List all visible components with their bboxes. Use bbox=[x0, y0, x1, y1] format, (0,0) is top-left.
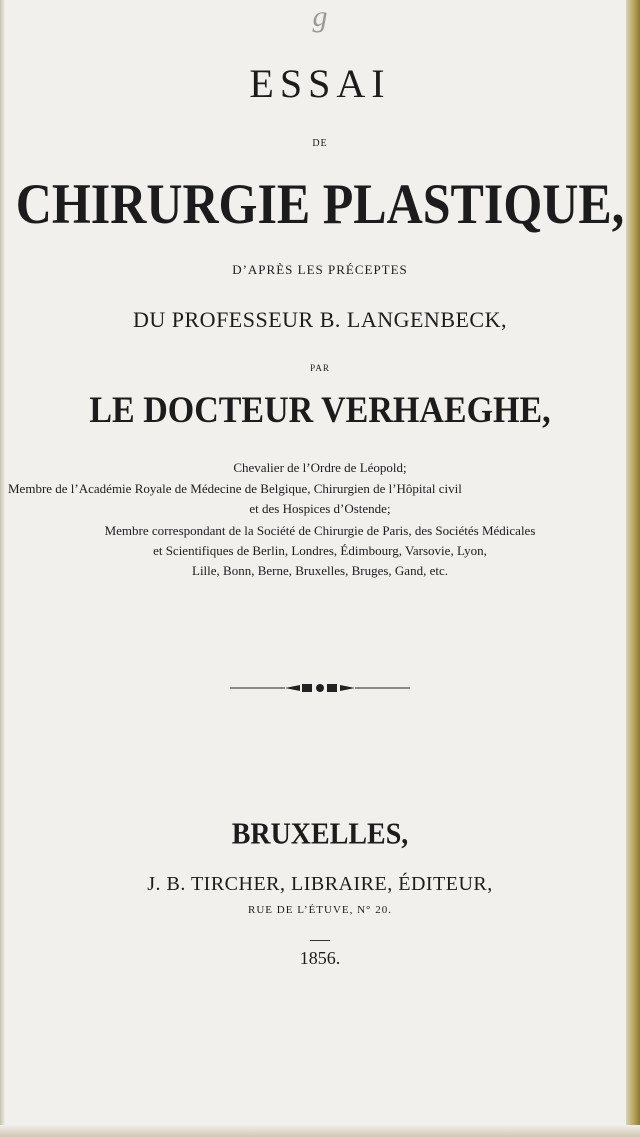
imprint-address: RUE DE L’ÉTUVE, N° 20. bbox=[248, 904, 392, 916]
author-name: LE DOCTEUR VERHAEGHE, bbox=[89, 390, 551, 431]
credential-line: Membre correspondant de la Société de Chirurgie de Paris, des Sociétés Médicales bbox=[104, 523, 536, 538]
ornament-divider bbox=[230, 682, 410, 694]
credential-line: Membre de l’Académie Royale de Médecine de Belgique, Chirurgien de l’Hôpital civil bbox=[8, 481, 462, 496]
credential-line: et Scientifiques de Berlin, Londres, Édimbourg, Varsovie, Lyon, bbox=[153, 543, 487, 558]
imprint-year: 1856. bbox=[299, 948, 341, 968]
par-label: PAR bbox=[310, 363, 330, 373]
imprint-publisher: J. B. TIRCHER, LIBRAIRE, ÉDITEUR, bbox=[147, 873, 493, 895]
credential-line: et des Hospices d’Ostende; bbox=[249, 501, 391, 516]
subtitle: D’APRÈS LES PRÉCEPTES bbox=[232, 262, 408, 277]
imprint-city: BRUXELLES, bbox=[231, 817, 409, 852]
main-title: CHIRURGIE PLASTIQUE, bbox=[15, 171, 625, 236]
credential-line: Chevalier de l’Ordre de Léopold; bbox=[233, 460, 407, 475]
page-bottom-edge bbox=[0, 1125, 640, 1137]
title-de: DE bbox=[312, 138, 328, 149]
year-rule bbox=[310, 940, 330, 941]
credential-line: Lille, Bonn, Berne, Bruxelles, Bruges, Gand, etc. bbox=[192, 563, 448, 578]
professor-line: DU PROFESSEUR B. LANGENBECK, bbox=[133, 307, 507, 332]
handwritten-shelfmark: g bbox=[312, 0, 328, 33]
title-essai: ESSAI bbox=[249, 61, 391, 106]
